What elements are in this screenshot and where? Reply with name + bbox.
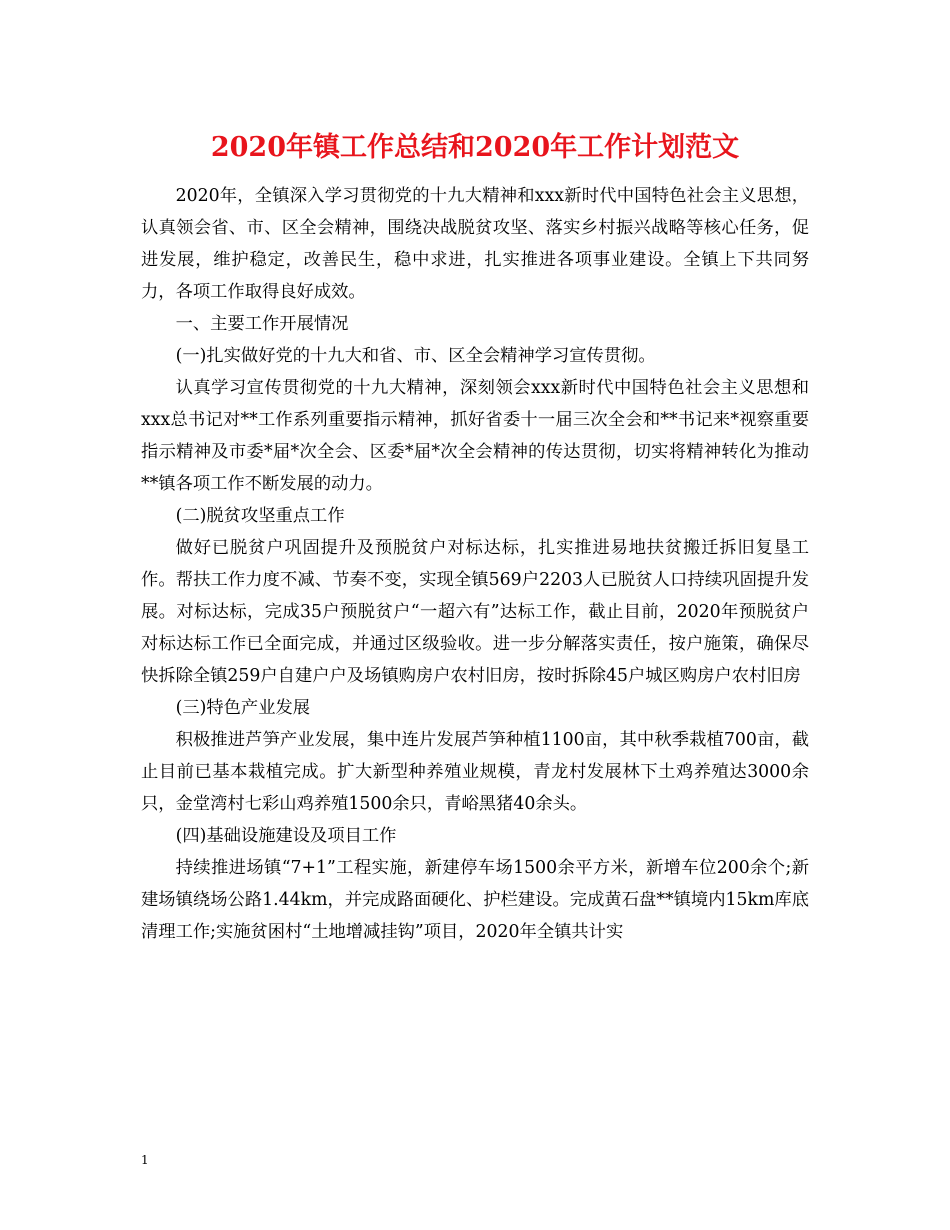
subsection-heading: (二)脱贫攻坚重点工作 [175,506,345,526]
paragraph-intro: 2020年，全镇深入学习贯彻党的十九大精神和xxx新时代中国特色社会主义思想，认真领会省、市、区全会精神，围绕决战脱贫攻坚、落实乡村振兴战略等核心任务，促进发展，维护稳定，改善民生，稳中求进，扎实推进各项事业建设。全镇上下共同努力，各项工作取得良好成效。 [141,186,809,302]
paragraph: 积极推进芦笋产业发展，集中连片发展芦笋种植1100亩，其中秋季栽植700亩，截止目前已基本栽植完成。扩大新型种养殖业规模，青龙村发展林下土鸡养殖达3000余只，金堂湾村七彩山鸡养殖1500余只，青峪黑猪40余头。 [141,730,809,814]
paragraph: 做好已脱贫户巩固提升及预脱贫户对标达标，扎实推进易地扶贫搬迁拆旧复垦工作。帮扶工作力度不减、节奏不变，实现全镇569户2203人已脱贫人口持续巩固提升发展。对标达标，完成35户预脱贫户“一超六有”达标工作，截止目前，2020年预脱贫户对标达标工作已全面完成，并通过区级验收。进一步分解落实责任，按户施策，确保尽快拆除全镇259户自建户户及场镇购房户农村旧房，按时拆除45户城区购房户农村旧房 [141,538,809,686]
subsection-heading: (一)扎实做好党的十九大和省、市、区全会精神学习宣传贯彻。 [175,346,656,366]
subsection-heading: (四)基础设施建设及项目工作 [175,826,397,846]
section-heading: 一、主要工作开展情况 [175,314,349,334]
paragraph: 认真学习宣传贯彻党的十九大精神，深刻领会xxx新时代中国特色社会主义思想和xxx总书记对**工作系列重要指示精神，抓好省委十一届三次全会和**书记来*视察重要指示精神及市委*届*次全会、区委*届*次全会精神的传达贯彻，切实将精神转化为推动**镇各项工作不断发展的动力。 [141,378,809,494]
document-title: 2020年镇工作总结和2020年工作计划范文 [210,132,740,163]
paragraph: 持续推进场镇“7+1”工程实施，新建停车场1500余平方米，新增车位200余个;新建场镇绕场公路1.44km，并完成路面硬化、护栏建设。完成黄石盘**镇境内15km库底清理工作;实施贫困村“土地增减挂钩”项目，2020年全镇共计实 [141,858,809,942]
subsection-heading: (三)特色产业发展 [175,698,311,718]
document-body [141,180,809,948]
page-number: 1 [141,1153,149,1167]
